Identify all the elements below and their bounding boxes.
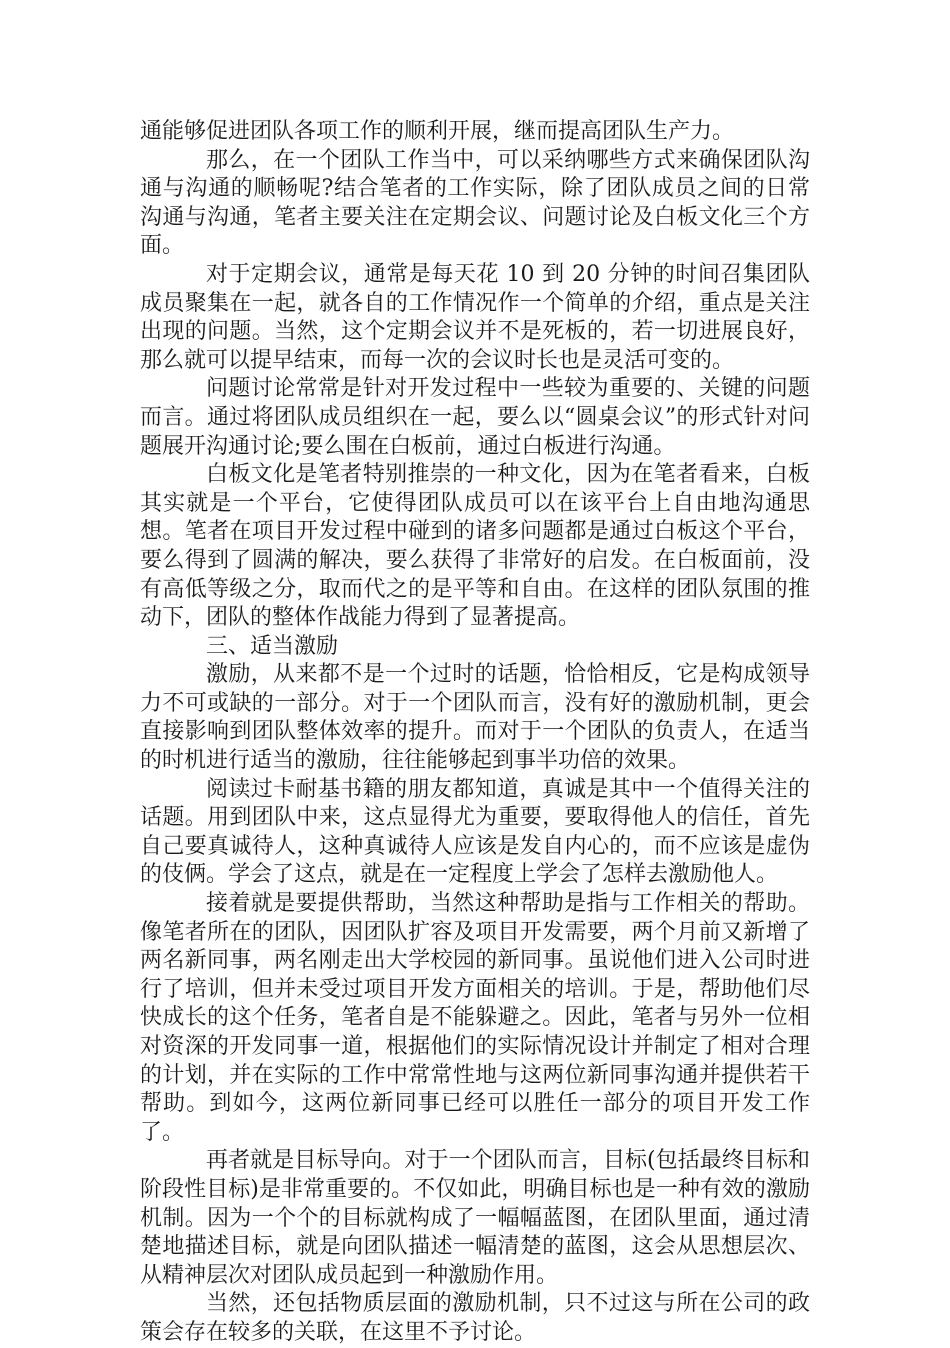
paragraph-incentive-intro: 激励，从来都不是一个过时的话题，恰恰相反，它是构成领导力不可或缺的一部分。对于一个团队而言，没有好的激励机制，更会直接影响到团队整体效率的提升。而对于一个团队的负责人，在适当的时机进行适当的激励，往往能够起到事半功倍的效果。	[140, 662, 810, 774]
paragraph-providing-help: 接着就是要提供帮助，当然这种帮助是指与工作相关的帮助。像笔者所在的团队，因团队扩容及项目开发需要，两个月前又新增了两名新同事，两名刚走出大学校园的新同事。虽说他们进入公司时进行了培训，但并未受过项目开发方面相关的培训。于是，帮助他们尽快成长的这个任务，笔者自是不能躲避之。因此，笔者与另外一位相对资深的开发同事一道，根据他们的实际情况设计并制定了相对合理的计划，并在实际的工作中常常性地与这两位新同事沟通并提供若干帮助。到如今，这两位新同事已经可以胜任一部分的项目开发工作了。	[140, 891, 810, 1145]
paragraph-sincerity: 阅读过卡耐基书籍的朋友都知道，真诚是其中一个值得关注的话题。用到团队中来，这点显得尤为重要，要取得他人的信任，首先自己要真诚待人，这种真诚待人应该是发自内心的，而不应该是虚伪的伎俩。学会了这点，就是在一定程度上学会了怎样去激励他人。	[140, 776, 810, 888]
paragraph-regular-meetings: 对于定期会议，通常是每天花 10 到 20 分钟的时间召集团队成员聚集在一起，就各自的工作情况作一个简单的介绍，重点是关注出现的问题。当然，这个定期会议并不是死板的，若一切进展良好，那么就可以提早结束，而每一次的会议时长也是灵活可变的。	[140, 261, 810, 373]
paragraph-communication-methods: 那么，在一个团队工作当中，可以采纳哪些方式来确保团队沟通与沟通的顺畅呢?结合笔者的工作实际，除了团队成员之间的日常沟通与沟通，笔者主要关注在定期会议、问题讨论及白板文化三个方面。	[140, 147, 810, 259]
paragraph-whiteboard-culture: 白板文化是笔者特别推崇的一种文化，因为在笔者看来，白板其实就是一个平台，它使得团队成员可以在该平台上自由地沟通思想。笔者在项目开发过程中碰到的诸多问题都是通过白板这个平台，要么得到了圆满的解决，要么获得了非常好的启发。在白板面前，没有高低等级之分，取而代之的是平等和自由。在这样的团队氛围的推动下，团队的整体作战能力得到了显著提高。	[140, 462, 810, 631]
paragraph-problem-discussion: 问题讨论常常是针对开发过程中一些较为重要的、关键的问题而言。通过将团队成员组织在一起，要么以“圆桌会议”的形式针对问题展开沟通讨论;要么围在白板前，通过白板进行沟通。	[140, 376, 810, 459]
document-body	[140, 118, 810, 1348]
section-heading-incentives: 三、适当激励	[206, 633, 339, 659]
paragraph-material-incentives: 当然，还包括物质层面的激励机制，只不过这与所在公司的政策会存在较多的关联，在这里不予讨论。	[140, 1291, 810, 1345]
paragraph-goal-orientation: 再者就是目标导向。对于一个团队而言，目标(包括最终目标和阶段性目标)是非常重要的。不仅如此，明确目标也是一种有效的激励机制。因为一个个的目标就构成了一幅幅蓝图，在团队里面，通过清楚地描述目标，就是向团队描述一幅清楚的蓝图，这会从思想层次、从精神层次对团队成员起到一种激励作用。	[140, 1148, 810, 1288]
paragraph-continuation: 通能够促进团队各项工作的顺利开展，继而提高团队生产力。	[140, 119, 735, 144]
